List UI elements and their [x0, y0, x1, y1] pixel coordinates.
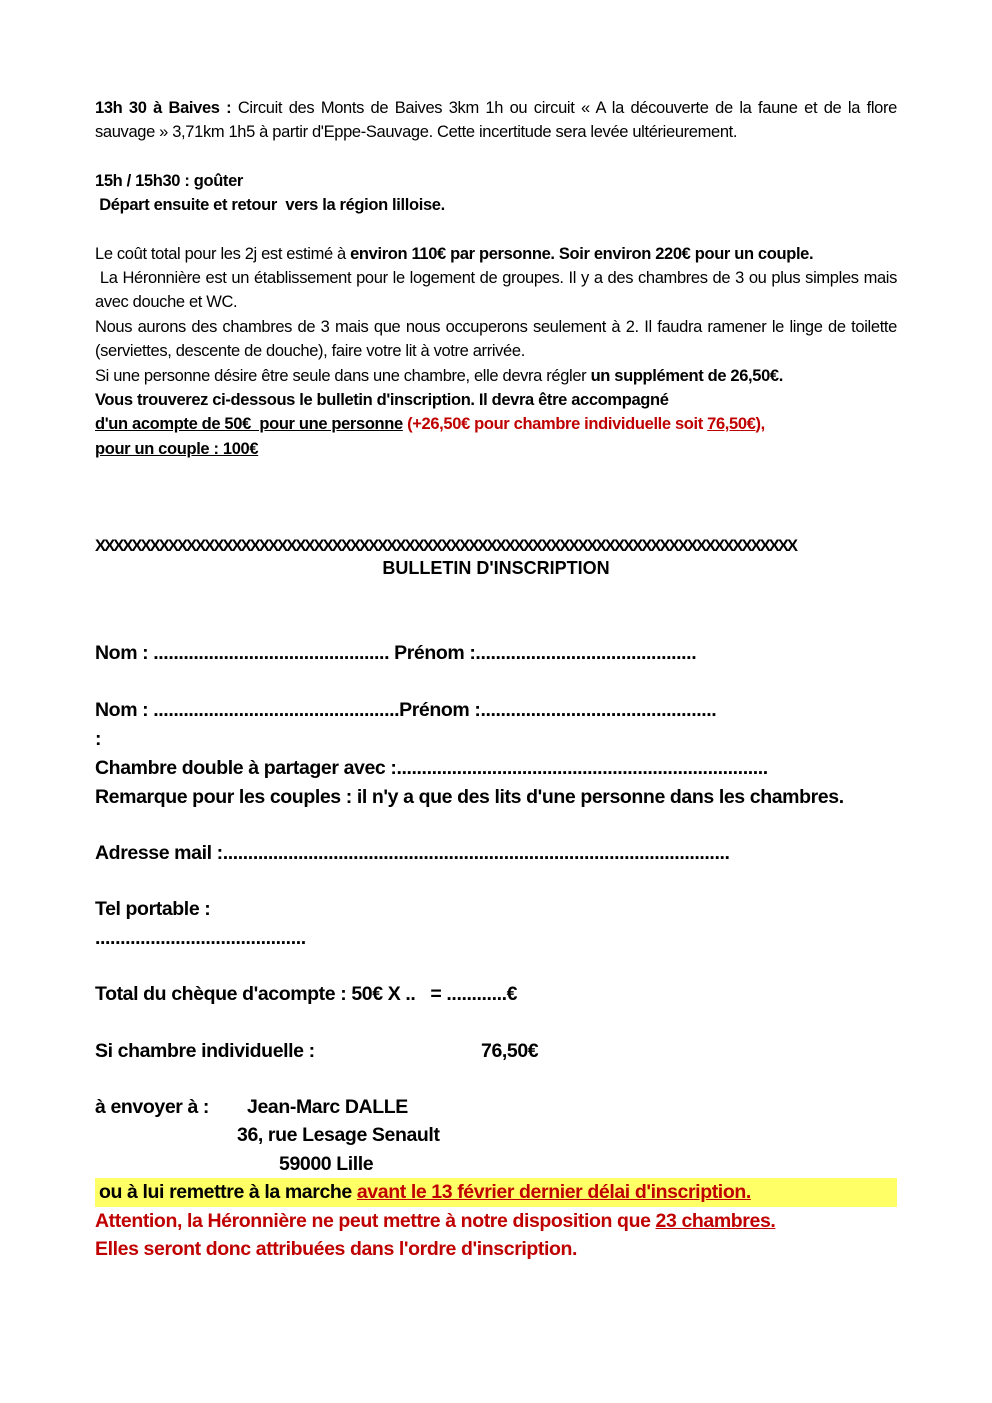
name-field-2[interactable]: Nom : .................................................Prénom :...............................................: [95, 698, 717, 721]
deposit-couple: pour un couple : 100€: [95, 439, 259, 458]
warning-rooms: 23 chambres.: [655, 1209, 776, 1232]
cost-amounts: environ 110€ par personne. Soir environ 220€ pour un couple.: [350, 244, 814, 263]
phone-field[interactable]: ..........................................: [95, 926, 306, 949]
send-to-label: à envoyer à :: [95, 1095, 210, 1118]
rooms-paragraph: Nous aurons des chambres de 3 mais que nous occuperons seulement à 2. Il faudra ramener le linge de toilette (serviettes, descente de douche), faire votre lit à votre arrivée.: [95, 317, 897, 361]
deposit-single-pre: (+26,50€ pour chambre individuelle soit: [402, 415, 708, 434]
bulletin-note: Vous trouverez ci-dessous le bulletin d'inscription. Il devra être accompagné: [95, 391, 669, 410]
cut-separator: XXXXXXXXXXXXXXXXXXXXXXXXXXXXXXXXXXXXXXXXXXXXXXXXXXXXXXXXXXXXXXXXXXXXXXXXXXXXX: [95, 537, 797, 556]
send-to-street: 36, rue Lesage Senault: [237, 1124, 440, 1147]
depart-line: Départ ensuite et retour vers la région lilloise.: [95, 196, 445, 215]
single-paragraph: [95, 364, 897, 388]
handover-deadline: avant le 13 février dernier délai d'inscription.: [356, 1181, 751, 1204]
registration-form: [95, 639, 897, 1263]
deposit-single-amount: 76,50€: [707, 415, 756, 434]
single-room-label: Si chambre individuelle :: [95, 1039, 315, 1062]
couples-note: Remarque pour les couples : il n'y a que des lits d'une personne dans les chambres.: [95, 785, 844, 808]
handover-line: [95, 1178, 897, 1206]
send-to-line: [95, 1093, 897, 1121]
handover-highlight: [95, 1178, 897, 1206]
shared-room-field[interactable]: Chambre double à partager avec :..........................................................................: [95, 757, 768, 780]
name-field-1[interactable]: Nom : ............................................... Prénom :............................................: [95, 642, 697, 665]
cost-paragraph: [95, 242, 897, 266]
gouter-line: 15h / 15h30 : goûter: [95, 171, 243, 190]
cost-intro: Le coût total pour les 2j est estimé à: [95, 244, 351, 263]
single-supplement: un supplément de 26,50€.: [590, 366, 783, 385]
baives-label: 13h 30 à Baives :: [95, 99, 232, 117]
deposit-line: [95, 412, 897, 436]
send-to-name: Jean-Marc DALLE: [247, 1095, 408, 1118]
single-room-amount: 76,50€: [481, 1039, 539, 1062]
baives-text: Circuit des Monts de Baives 3km 1h ou circuit « A la découverte de la faune et de la flore sauvage » 3,71km 1h5 à partir d'Eppe-Sauvage. Cette incertitude sera levée ultérieurement.: [95, 99, 897, 142]
single-intro: Si une personne désire être seule dans une chambre, elle devra régler: [95, 366, 591, 385]
total-field[interactable]: Total du chèque d'acompte : 50€ X .. = ............€: [95, 983, 518, 1006]
warning-post: Elles seront donc attribuées dans l'ordre d'inscription.: [95, 1237, 578, 1260]
form-title: BULLETIN D'INSCRIPTION: [382, 558, 610, 579]
document-page: [95, 96, 902, 1263]
deposit-person: d'un acompte de 50€ pour une personne: [95, 415, 403, 434]
phone-label: Tel portable :: [95, 898, 211, 921]
email-field[interactable]: Adresse mail :.....................................................................................................: [95, 841, 730, 864]
heronniere-paragraph: La Héronnière est un établissement pour le logement de groupes. Il y a des chambres de 3 ou plus simples mais avec douche et WC.: [95, 269, 902, 312]
deposit-single-post: ),: [755, 415, 765, 434]
handover-pre: ou à lui remettre à la marche: [99, 1181, 357, 1204]
send-to-city: 59000 Lille: [279, 1152, 374, 1175]
stray-colon: :: [95, 728, 102, 751]
single-room-line: [95, 1037, 897, 1065]
warning-paragraph: [95, 1207, 897, 1235]
warning-pre: Attention, la Héronnière ne peut mettre à notre disposition que: [95, 1209, 656, 1232]
baives-paragraph: [95, 96, 897, 145]
